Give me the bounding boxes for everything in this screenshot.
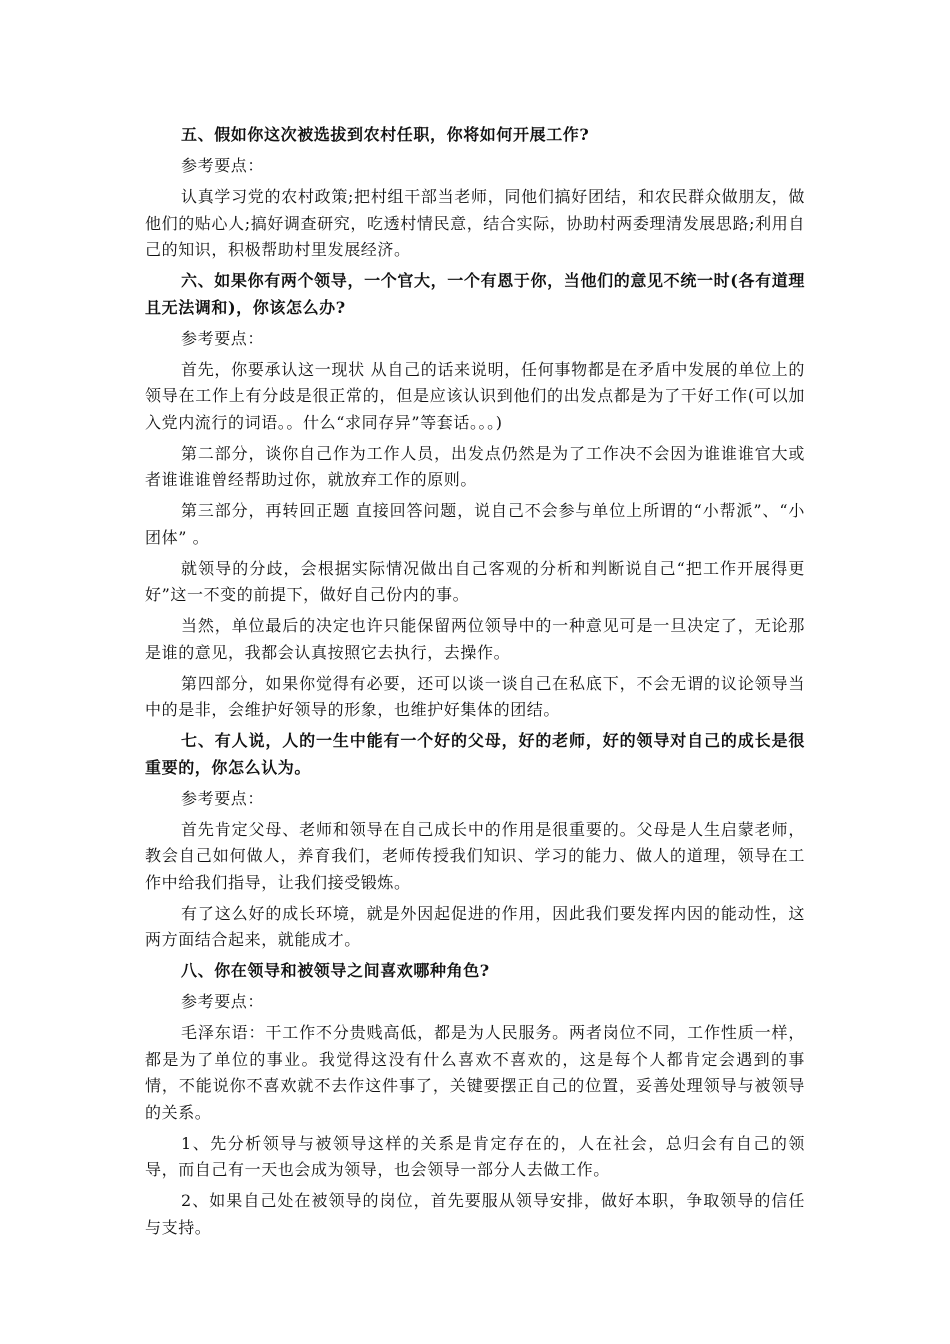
question-6-heading: 六、如果你有两个领导，一个官大，一个有恩于你，当他们的意见不统一时(各有道理且无法调和)，你该怎么办?: [145, 271, 805, 317]
answer-paragraph: 1、先分析领导与被领导这样的关系是肯定存在的，人在社会，总归会有自己的领导，而自己有一天也会成为领导，也会领导一部分人去做工作。: [145, 1133, 805, 1179]
answer-paragraph: 首先，你要承认这一现状 从自己的话来说明，任何事物都是在矛盾中发展的单位上的领导在工作上有分歧是很正常的，但是应该认识到他们的出发点都是为了干好工作(可以加入党内流行的词语。。什么“求同存异”等套话。。。): [145, 359, 805, 432]
answer-paragraph: 2、如果自己处在被领导的岗位，首先要服从领导安排，做好本职，争取领导的信任与支持。: [145, 1191, 805, 1237]
answer-paragraph: 就领导的分歧，会根据实际情况做出自己客观的分析和判断说自己“把工作开展得更好”这一不变的前提下，做好自己份内的事。: [145, 558, 805, 604]
answer-paragraph: 有了这么好的成长环境，就是外因起促进的作用，因此我们要发挥内因的能动性，这两方面结合起来，就能成才。: [145, 903, 805, 949]
reference-points-label: 参考要点：: [181, 788, 265, 808]
reference-points-label: 参考要点：: [181, 156, 265, 175]
answer-paragraph: 当然，单位最后的决定也许只能保留两位领导中的一种意见可是一旦决定了，无论那是谁的意见，我都会认真按照它去执行，去操作。: [145, 616, 805, 662]
reference-points-label: 参考要点：: [181, 328, 265, 348]
answer-paragraph: 第三部分，再转回正题 直接回答问题，说自己不会参与单位上所谓的“小帮派”、“小团体” 。: [145, 501, 805, 547]
reference-points-label: 参考要点：: [181, 992, 265, 1011]
document-body: [145, 122, 805, 1246]
answer-paragraph: 认真学习党的农村政策;把村组干部当老师，同他们搞好团结，和农民群众做朋友，做他们的贴心人;搞好调查研究，吃透村情民意，结合实际，协助村两委理清发展思路;利用自己的知识，积极帮助村里发展经济。: [145, 187, 805, 259]
question-7-heading: 七、有人说，人的一生中能有一个好的父母，好的老师，好的领导对自己的成长是很重要的，你怎么认为。: [145, 731, 805, 777]
answer-paragraph: 毛泽东语：干工作不分贵贱高低，都是为人民服务。两者岗位不同，工作性质一样，都是为了单位的事业。我觉得这没有什么喜欢不喜欢的，这是每个人都肯定会遇到的事情，不能说你不喜欢就不去作这件事了，关键要摆正自己的位置，妥善处理领导与被领导的关系。: [145, 1023, 805, 1122]
answer-paragraph: 第二部分，谈你自己作为工作人员，出发点仍然是为了工作决不会因为谁谁谁官大或者谁谁谁曾经帮助过你，就放弃工作的原则。: [145, 443, 805, 489]
question-5-heading: 五、假如你这次被选拔到农村任职，你将如何开展工作?: [181, 125, 590, 144]
answer-paragraph: 首先肯定父母、老师和领导在自己成长中的作用是很重要的。父母是人生启蒙老师，教会自己如何做人，养育我们，老师传授我们知识、学习的能力、做人的道理，领导在工作中给我们指导，让我们接受锻炼。: [145, 819, 805, 892]
answer-paragraph: 第四部分，如果你觉得有必要，还可以谈一谈自己在私底下，不会无谓的议论领导当中的是非，会维护好领导的形象，也维护好集体的团结。: [145, 673, 805, 719]
question-8-heading: 八、你在领导和被领导之间喜欢哪种角色?: [181, 961, 490, 980]
